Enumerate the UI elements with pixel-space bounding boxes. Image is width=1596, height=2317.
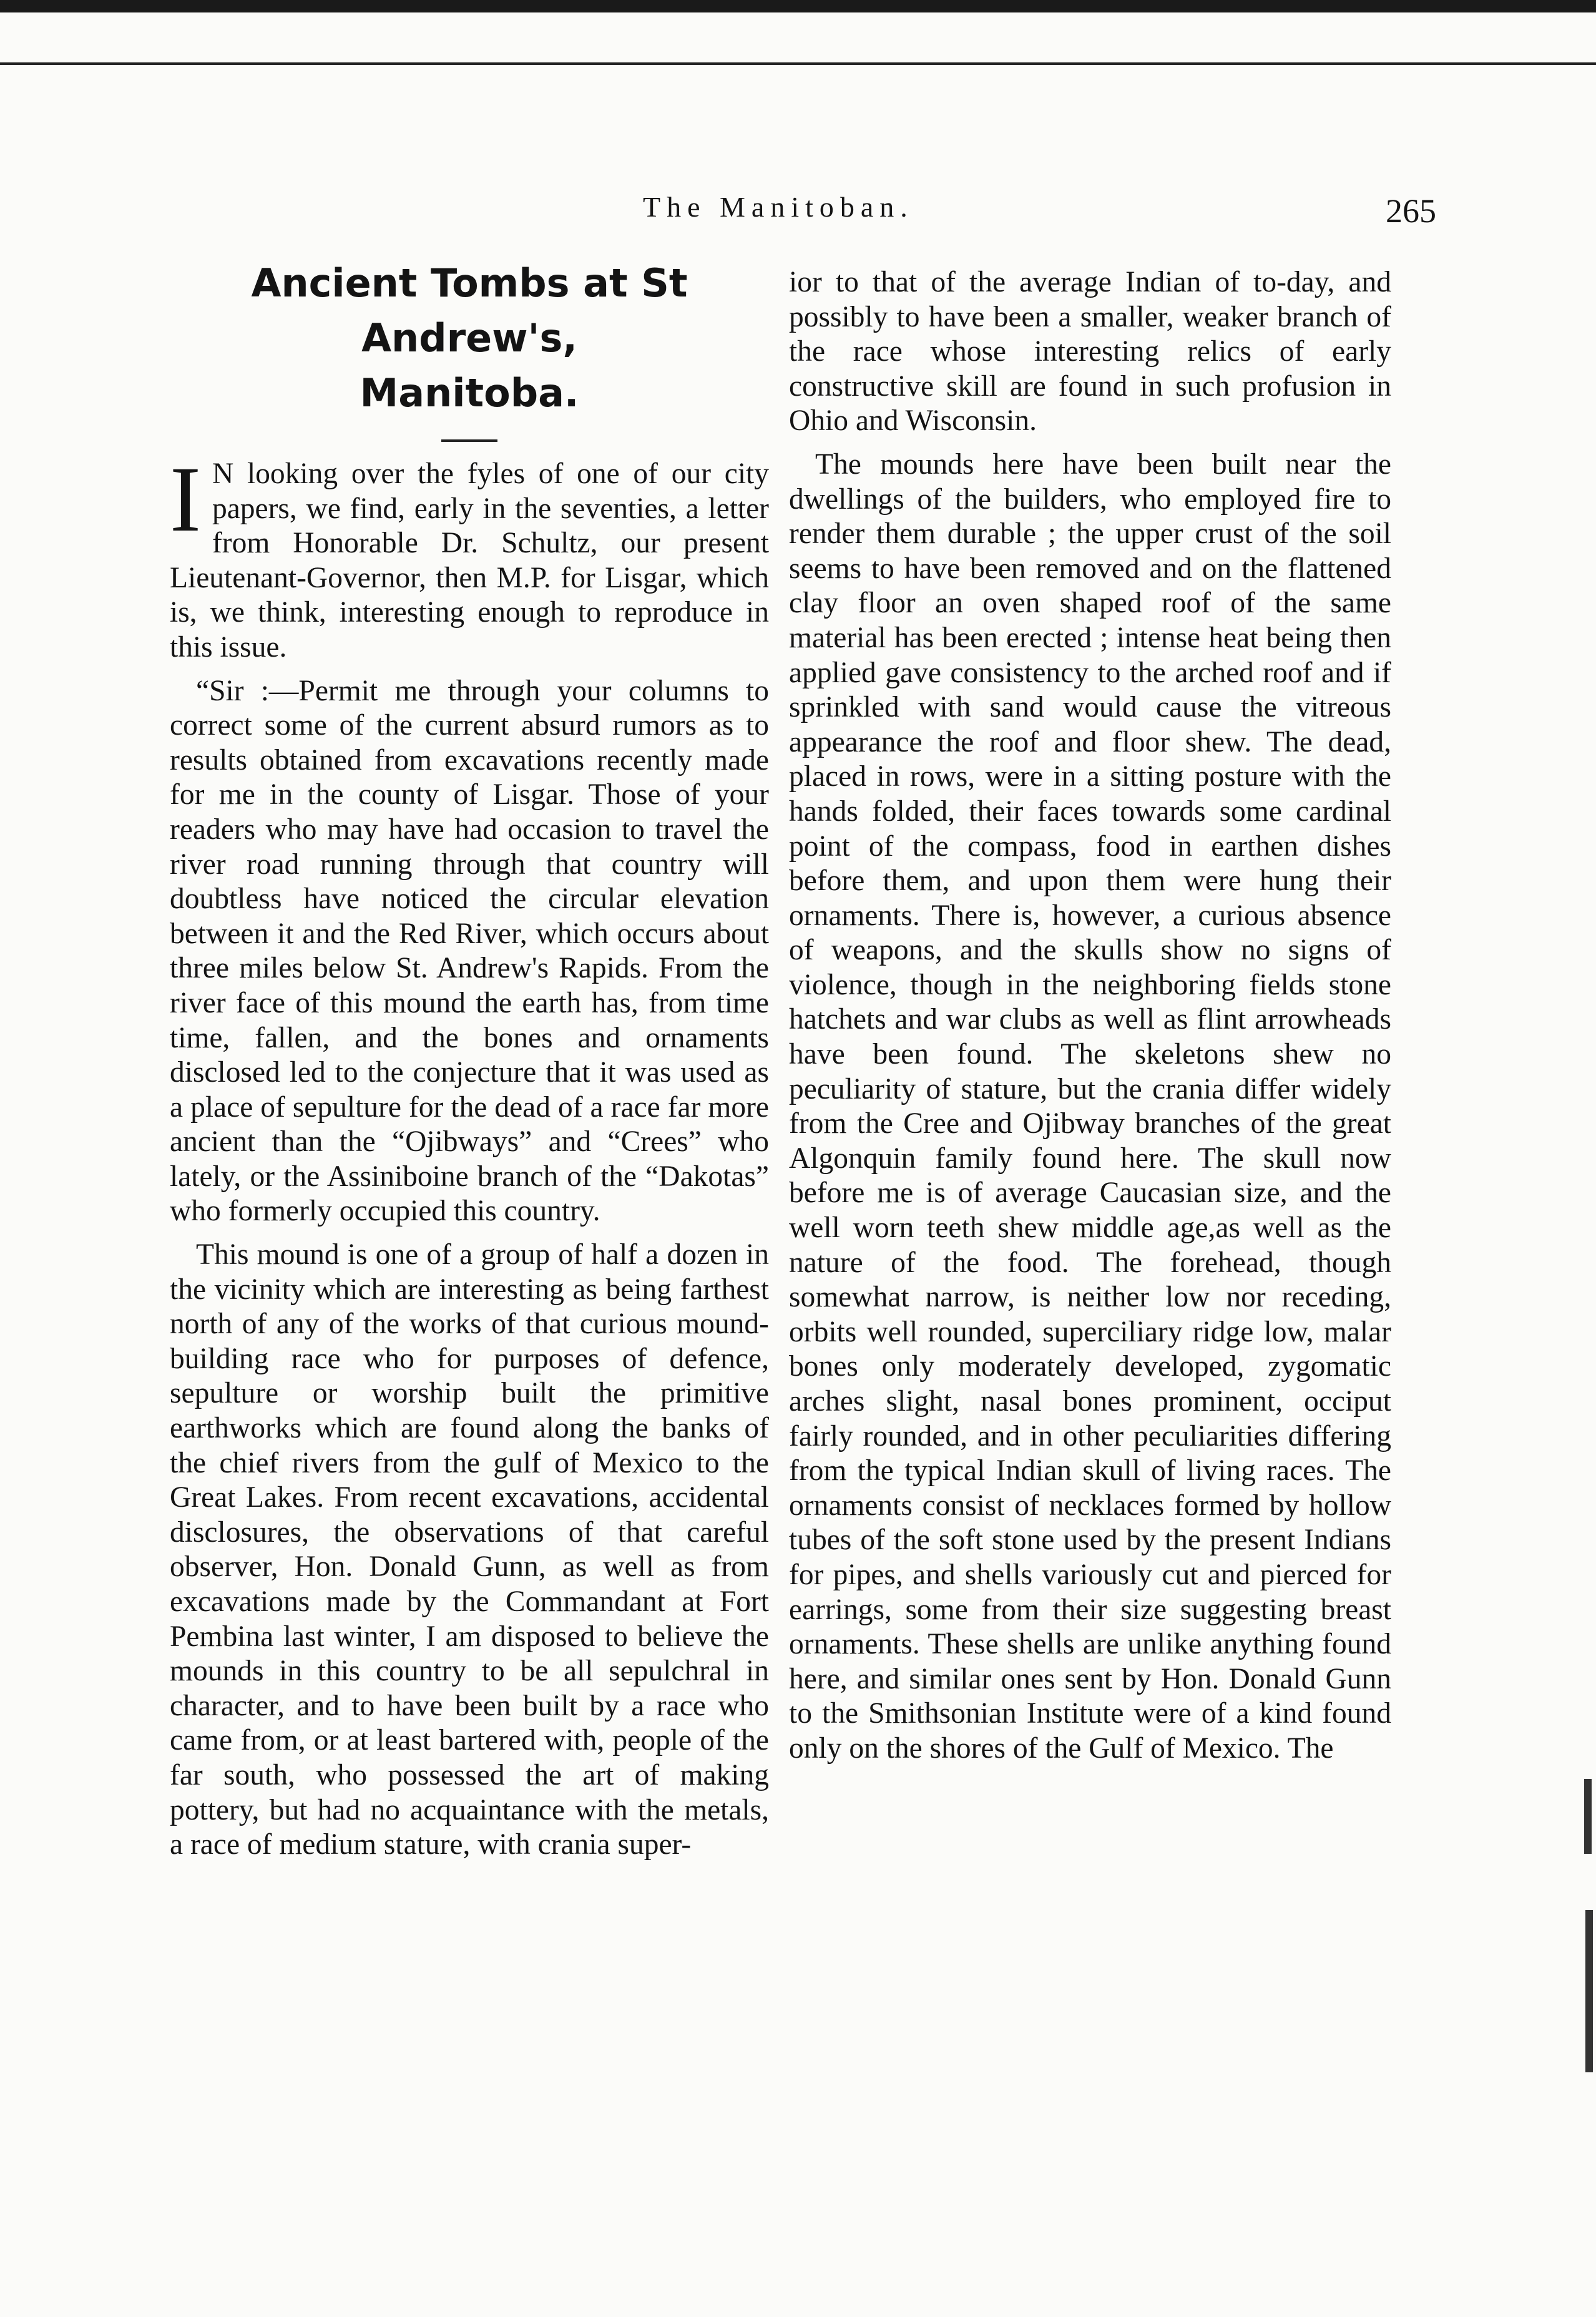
right-margin-mark-1 [1584, 1779, 1592, 1854]
title-divider [441, 439, 497, 442]
right-column [789, 265, 1391, 1766]
left-column [170, 256, 769, 1863]
page-number: 265 [1386, 192, 1436, 230]
letter-paragraph-2: This mound is one of a group of half a dozen in the vicinity which are interesting as being farthest north of any of the works of that curious mound-building race who for purposes of defence, sepulture or worship built the primitive earthworks which are found along the banks of the chief rivers from the gulf of Mexico to the Great Lakes. From recent excavations, accidental disclosures, the observations of that careful observer, Hon. Donald Gunn, as well as from excavations made by the Commandant at Fort Pembina last winter, I am disposed to believe the mounds in this country to be all sepulchral in character, and to have been built by a race who came from, or at least bartered with, people of the far south, who possessed the art of making pottery, but had no acquaintance with the metals, a race of medium stature, with crania super- [170, 1238, 769, 1861]
top-border-line [0, 62, 1596, 65]
right-margin-mark-2 [1585, 1910, 1593, 2072]
article-title-line-1: Ancient Tombs at St Andrew's, [251, 260, 688, 361]
drop-cap: I [170, 448, 201, 551]
top-edge-rule [0, 0, 1596, 12]
intro-text: N looking over the fyles of one of our city papers, we find, early in the seventies, a letter from Honorable Dr. Schultz, our present Lieutenant-Governor, then M.P. for Lisgar, which is, we think, interesting enough to reproduce in this issue. [170, 458, 769, 664]
article-title [170, 256, 769, 421]
letter-paragraph-3: The mounds here have been built near the dwellings of the builders, who employed fire to render them durable ; the upper crust of the soil seems to have been removed and on the flattened clay floor an oven shaped roof of the same material has been erected ; intense heat being then applied gave consistency to the arched roof and if sprinkled with sand would cause the vitreous appearance the roof and floor shew. The dead, placed in rows, were in a sitting posture with the hands folded, their faces towards some cardinal point of the compass, food in earthen dishes before them, and upon them were hung their ornaments. There is, however, a curious absence of weapons, and the skulls show no signs of violence, though in the neighboring fields stone hatchets and war clubs as well as flint arrowheads have been found. The skeletons shew no peculiarity of stature, but the crania differ widely from the Cree and Ojibway branches of the great Algonquin family found here. The skull now before me is of average Caucasian size, and the well worn teeth shew middle age,as well as the nature of the food. The forehead, though somewhat narrow, is neither low nor receding, orbits well rounded, superciliary ridge low, malar bones only moderately developed, zygomatic arches slight, nasal bones prominent, occiput fairly rounded, and in other peculiarities differing from the typical Indian skull of living races. The ornaments consist of necklaces formed by hollow tubes of the soft stone used by the present Indians for pipes, and shells variously cut and pierced for earrings, some from their size suggesting breast ornaments. These shells are unlike anything found here, and similar ones sent by Hon. Donald Gunn to the Smithsonian Institute were of a kind found only on the shores of the Gulf of Mexico. The [789, 448, 1391, 1765]
intro-paragraph [170, 448, 769, 665]
running-head: The Manitoban. [643, 191, 914, 223]
letter-paragraph-2-continued: ior to that of the average Indian of to-day, and possibly to have been a smaller, weaker branch of the race whose interesting relics of early constructive skill are found in such profusion in Ohio and Wisconsin. [789, 266, 1391, 438]
page-header [162, 190, 1436, 240]
article-title-line-2: Manitoba. [360, 370, 579, 416]
letter-paragraph-1: “Sir :—Permit me through your columns to correct some of the current absurd rumors as to results obtained from excavations recently made for me in the county of Lisgar. Those of your readers who may have had occasion to travel the river road running through that country will doubtless have noticed the circular elevation between it and the Red River, which occurs about three miles below St. Andrew's Rapids. From the river face of this mound the earth has, from time time, fallen, and the bones and ornaments disclosed led to the conjecture that it was used as a place of sepulture for the dead of a race far more ancient than the “Ojibways” and “Crees” who lately, or the Assiniboine branch of the “Dakotas” who formerly occupied this country. [170, 674, 769, 1228]
